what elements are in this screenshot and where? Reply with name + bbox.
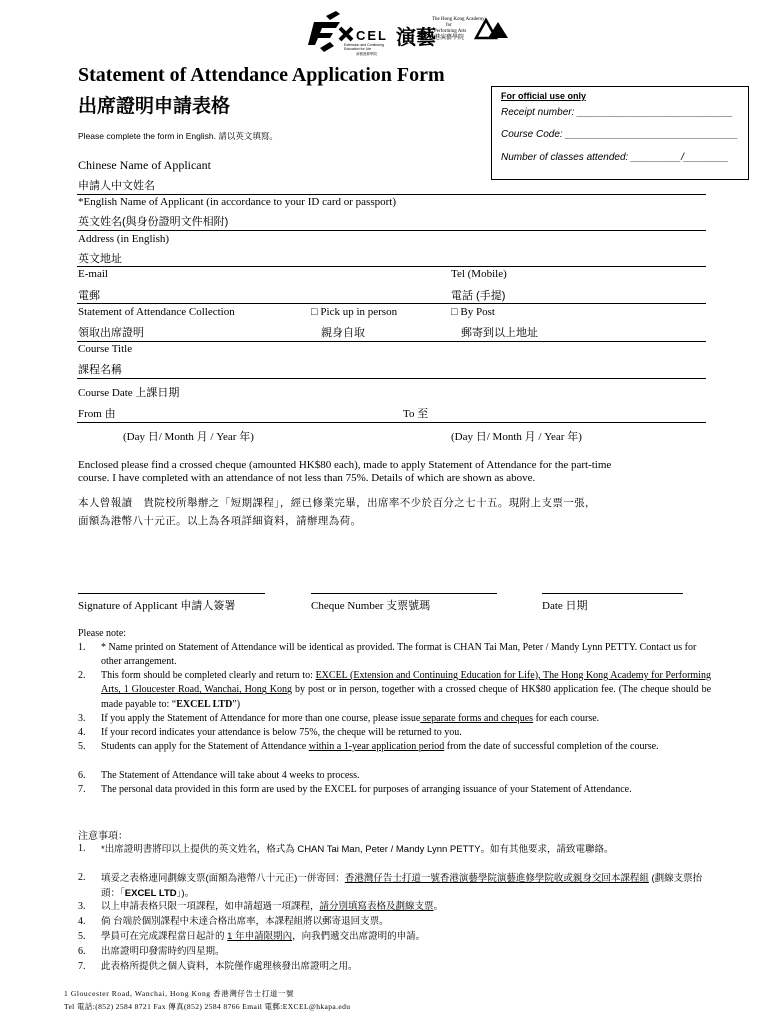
- note-en-4: If your record indicates your attendance is below 75%, the cheque will be returned to you.: [101, 727, 462, 738]
- note-zh-3: [101, 900, 711, 914]
- declaration-en-line1: Enclosed please find a crossed cheque (amounted HK$80 each), made to apply Statement of Attendance for the part-time: [78, 459, 612, 471]
- logo-calligraphy: 演藝: [396, 25, 436, 49]
- note-zh-6: 出席證明印發需時約四星期。: [101, 946, 225, 957]
- form-title-en: Statement of Attendance Application Form: [78, 64, 445, 86]
- to-label: To 至: [403, 408, 429, 420]
- note-zh-1: *出席證明書將印以上提供的英文姓名，格式為 CHAN Tai Man, Peter / Mandy Lynn PETTY。如有其他要求，請致電聯絡。: [101, 844, 614, 855]
- pickup-checkbox[interactable]: □ Pick up in person: [311, 306, 398, 318]
- declaration-zh-line2: 面額為港幣八十元正。以上為各項詳細資料，請辦理為荷。: [78, 515, 362, 527]
- email-label: E-mail: [78, 268, 108, 280]
- applicant-signature-label: Signature of Applicant 申請人簽署: [78, 600, 236, 612]
- logo-sub1: Extension and Continuing: [344, 43, 384, 47]
- notes-heading-en: Please note:: [78, 628, 127, 639]
- academy-line2: for: [446, 23, 452, 28]
- course-title-label: Course Title: [78, 343, 133, 355]
- note-en-3-text2: for each course.: [533, 713, 600, 724]
- official-heading: For official use only: [501, 91, 587, 101]
- from-label: From 由: [78, 408, 116, 420]
- applicant-signature-line[interactable]: [78, 593, 265, 594]
- excel-hkapa-logo: [300, 8, 522, 60]
- course-date-label: Course Date 上課日期: [78, 387, 180, 399]
- logo-sub2: Education for Life: [344, 47, 372, 51]
- note-zh-5: [101, 930, 711, 944]
- chinese-name-label-zh: 申請人中文姓名: [78, 180, 155, 192]
- note-zh-num-2: 2.: [78, 872, 86, 883]
- footer-address: 1 Gloucester Road, Wanchai, Hong Kong 香港灣仔告士打道一號: [64, 989, 295, 998]
- note-zh-5-emph: 1 年申請限期內: [227, 931, 293, 942]
- cheque-number-label: Cheque Number 支票號瑪: [311, 600, 431, 612]
- collection-label-zh: 領取出席證明: [78, 327, 144, 339]
- notes-heading-zh: 注意事項：: [78, 831, 128, 842]
- official-use-box: [491, 86, 749, 180]
- collection-label: Statement of Attendance Collection: [78, 306, 235, 318]
- date-line[interactable]: [542, 593, 683, 594]
- note-zh-3-text: 以上申請表格只限一項課程，如申請超過一項課程，: [101, 901, 320, 912]
- note-en-7: The personal data provided in this form are used by the EXCEL for purposes of arranging issuance of your Statement of Attendance.: [101, 784, 632, 795]
- email-label-zh: 電郵: [78, 290, 100, 302]
- note-en-6: The Statement of Attendance will take about 4 weeks to process.: [101, 770, 360, 781]
- note-zh-2-text3: 」)。: [176, 888, 195, 899]
- note-zh-num-1: 1.: [78, 843, 86, 854]
- receipt-number-field[interactable]: Receipt number: ____________________________: [501, 107, 733, 118]
- declaration-en-line2: course. I have completed with an attendance of not less than 75%. Details of which are shown as above.: [78, 472, 536, 484]
- footer-contact: Tel 電話:(852) 2584 8721 Fax 傳真(852) 2584 8766 Email 電郵:EXCEL@hkapa.edu: [64, 1002, 351, 1011]
- note-zh-7: 此表格所提供之個人資料，本院僅作處理核發出席證明之用。: [101, 961, 358, 972]
- logo-word: CEL: [356, 28, 388, 43]
- english-name-line[interactable]: [77, 230, 706, 231]
- note-zh-3-emph: 請分別填寫表格及劃線支票: [319, 901, 434, 912]
- cheque-number-line[interactable]: [311, 593, 497, 594]
- date-label: Date 日期: [542, 600, 588, 612]
- course-title-label-zh: 課程名稱: [78, 364, 122, 376]
- note-zh-2-payee: EXCEL LTD: [124, 888, 177, 899]
- note-zh-num-7: 7.: [78, 961, 86, 972]
- note-zh-2-text2: (劃線支票抬頭：「: [101, 873, 703, 899]
- note-en-5: [101, 740, 711, 754]
- note-en-3-emph: separate forms and cheques: [420, 713, 534, 724]
- contact-line[interactable]: [77, 303, 706, 304]
- english-name-label-zh: 英文姓名(與身份證明文件相附): [78, 216, 229, 228]
- note-en-3: [101, 712, 711, 726]
- note-en-num-1: 1.: [78, 642, 86, 653]
- note-en-5-emph: within a 1-year application period: [308, 741, 445, 752]
- instruction-text: Please complete the form in English. 請以英文填寫。: [78, 131, 278, 141]
- note-zh-2-text: 填妥之表格連同劃線支票(面額為港幣八十元正)一併寄回：: [101, 873, 345, 884]
- note-en-2-text3: ”): [232, 698, 241, 710]
- note-en-num-4: 4.: [78, 727, 86, 738]
- to-date-format: (Day 日/ Month 月 / Year 年): [451, 431, 582, 443]
- post-checkbox[interactable]: □ By Post: [451, 306, 495, 318]
- address-label: Address (in English): [78, 233, 170, 245]
- note-zh-4: 倘 台端於個別課程中未達合格出席率，本課程組將以郵寄退回支票。: [101, 916, 389, 927]
- collection-line: [77, 341, 706, 342]
- note-en-num-2: 2.: [78, 670, 86, 681]
- course-code-field[interactable]: Course Code: _______________________________: [501, 129, 738, 140]
- form-title-zh: 出席證明申請表格: [78, 96, 231, 117]
- chinese-name-line[interactable]: [77, 194, 706, 195]
- academy-line1: The Hong Kong Academy: [432, 17, 485, 22]
- post-label-zh: 郵寄到以上地址: [461, 327, 538, 339]
- classes-attended-field[interactable]: Number of classes attended: _________/________: [501, 152, 729, 163]
- note-en-1: * Name printed on Statement of Attendance will be identical as provided. The format is CHAN Tai Man, Peter / Mandy Lynn PETTY. Contact us for other arrangement.: [101, 642, 697, 668]
- tel-label: Tel (Mobile): [451, 268, 507, 280]
- note-en-2-address: EXCEL (Extension and Continuing Education for Life), The Hong Kong Academy for Performing Arts, 1 Gloucester Road, Wanchai, Hong Kong: [101, 670, 711, 696]
- address-line[interactable]: [77, 266, 706, 267]
- tel-label-zh: 電話 (手提): [451, 290, 506, 302]
- academy-line3: Performing Arts: [434, 29, 467, 34]
- note-zh-2-address: 香港灣仔告士打道一號香港演藝學院演藝進修學院收或親身交回本課程組: [344, 873, 649, 884]
- note-zh-num-6: 6.: [78, 946, 86, 957]
- note-zh-5-text2: ，向我們遞交出席證明的申請。: [292, 931, 426, 942]
- address-label-zh: 英文地址: [78, 253, 122, 265]
- note-zh-num-5: 5.: [78, 931, 86, 942]
- note-en-2-payee: EXCEL LTD: [176, 698, 233, 710]
- note-en-5-text: Students can apply for the Statement of Attendance: [101, 741, 309, 752]
- note-en-5-text2: from the date of successful completion of the course.: [444, 741, 659, 752]
- note-zh-num-3: 3.: [78, 901, 86, 912]
- logo-sub3: 演藝進修學院: [356, 52, 377, 56]
- note-en-2-text2: by post or in person, together with a crossed cheque of HK$80 application fee. (The cheque should be made payable to: “: [101, 684, 712, 710]
- note-en-2: [101, 669, 711, 712]
- note-en-2-text: This form should be completed clearly and return to:: [101, 670, 316, 681]
- course-title-line[interactable]: [77, 378, 706, 379]
- note-en-num-7: 7.: [78, 784, 86, 795]
- from-date-format: (Day 日/ Month 月 / Year 年): [123, 431, 254, 443]
- note-zh-5-text: 學員可在完成課程當日起計的: [101, 931, 228, 942]
- english-name-label: *English Name of Applicant (in accordance to your ID card or passport): [78, 196, 396, 208]
- logo-graphic: [300, 8, 522, 60]
- note-en-num-3: 3.: [78, 713, 86, 724]
- note-en-3-text: If you apply the Statement of Attendance for more than one course, please issue: [101, 713, 421, 724]
- academy-zh: 香港演藝學院: [428, 34, 465, 41]
- note-zh-3-text2: 。: [433, 901, 444, 912]
- note-zh-2: [101, 871, 711, 901]
- note-zh-num-4: 4.: [78, 916, 86, 927]
- course-date-line[interactable]: [77, 422, 706, 423]
- note-en-num-5: 5.: [78, 741, 86, 752]
- pickup-label-zh: 親身自取: [321, 327, 365, 339]
- declaration-zh-line1: 本人曾報讀 貴院校所舉辦之「短期課程」，經已修業完畢，出席率不少於百分之七十五。現附上支票一張，: [78, 497, 596, 509]
- chinese-name-label: Chinese Name of Applicant: [78, 158, 211, 172]
- note-en-num-6: 6.: [78, 770, 86, 781]
